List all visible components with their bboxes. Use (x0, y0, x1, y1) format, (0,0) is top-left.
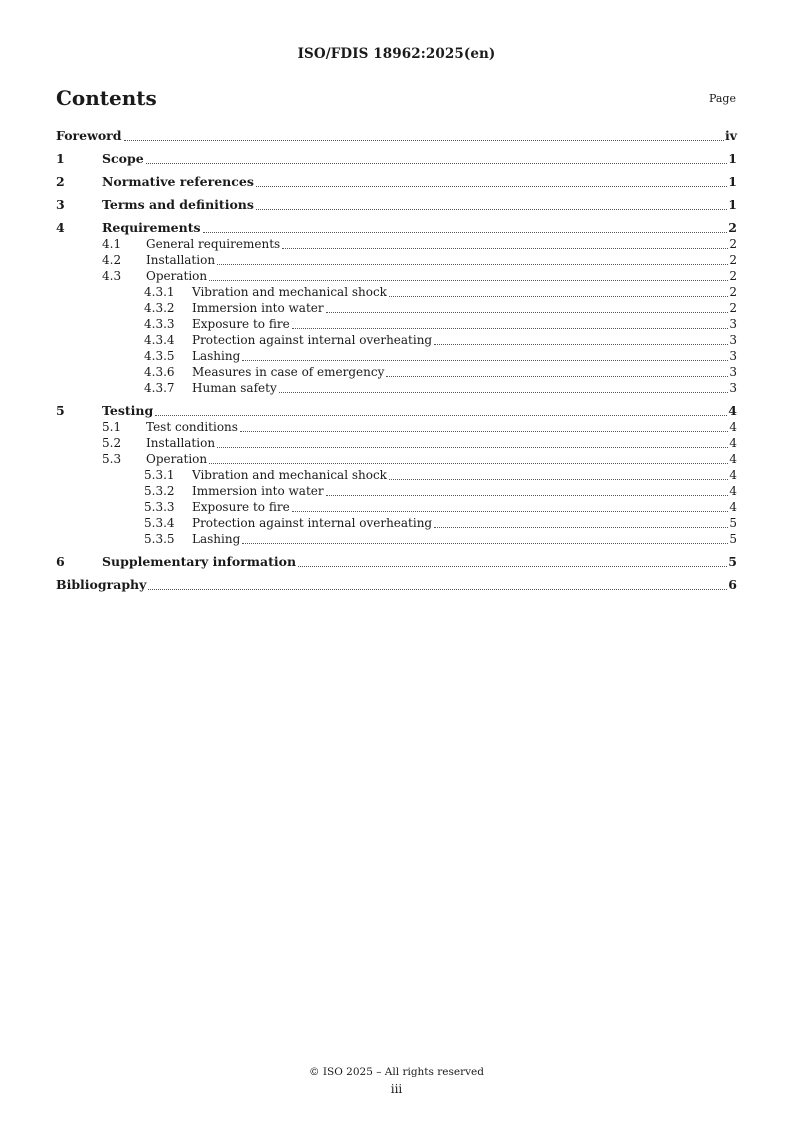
toc-entry-title: Test conditions (146, 420, 238, 434)
toc-entry-page: 1 (728, 197, 737, 212)
toc-entry-number: 6 (56, 554, 65, 569)
toc-entry-title: Installation (146, 436, 216, 450)
toc-entry-title: Terms and definitions (102, 197, 254, 212)
toc-entry[interactable] (56, 531, 737, 547)
toc-entry-number: 4.2 (102, 253, 122, 267)
toc-entry[interactable] (56, 515, 737, 531)
toc-entry-page: 5 (728, 554, 737, 569)
toc-entry-title: Operation (146, 452, 208, 466)
toc-entry-page: 1 (728, 174, 737, 189)
toc-dot-leader (155, 414, 727, 416)
toc-dot-leader (256, 185, 727, 187)
toc-dot-leader (256, 208, 727, 210)
toc-entry-page: 6 (728, 577, 737, 592)
toc-dot-leader (389, 478, 728, 480)
toc-entry-title: Measures in case of emergency (192, 365, 385, 379)
toc-entry-number: 5.3.2 (144, 484, 175, 498)
toc-entry-page: 2 (729, 269, 737, 283)
toc-entry[interactable] (56, 197, 737, 213)
toc-entry[interactable] (56, 499, 737, 515)
toc-entry-title: Immersion into water (192, 484, 324, 498)
toc-entry[interactable] (56, 252, 737, 268)
toc-entry[interactable] (56, 236, 737, 252)
toc-entry-title: Bibliography (56, 577, 147, 592)
toc-dot-leader (434, 526, 728, 528)
toc-dot-leader (326, 311, 729, 313)
toc-entry-page: iv (724, 128, 737, 143)
toc-entry-title: General requirements (146, 237, 281, 251)
toc-entry[interactable] (56, 554, 737, 570)
toc-entry-page: 2 (729, 301, 737, 315)
toc-entry[interactable] (56, 300, 737, 316)
toc-entry[interactable] (56, 220, 737, 236)
toc-dot-leader (209, 279, 728, 281)
toc-entry[interactable] (56, 419, 737, 435)
toc-entry-title: Lashing (192, 532, 241, 546)
toc-entry-title: Foreword (56, 128, 122, 143)
toc-entry-number: 4.3.7 (144, 381, 175, 395)
toc-entry-title: Exposure to fire (192, 500, 290, 514)
toc-entry[interactable] (56, 403, 737, 419)
table-of-contents (56, 128, 737, 593)
toc-entry-title: Installation (146, 253, 216, 267)
toc-entry-title: Normative references (102, 174, 254, 189)
toc-dot-leader (240, 430, 728, 432)
toc-entry-number: 5.3.3 (144, 500, 175, 514)
toc-dot-leader (242, 359, 728, 361)
toc-entry-page: 4 (729, 452, 737, 466)
toc-entry-number: 5 (56, 403, 65, 418)
toc-entry-page: 3 (729, 333, 737, 347)
toc-entry-page: 3 (729, 349, 737, 363)
toc-entry[interactable] (56, 128, 737, 144)
toc-entry-page: 4 (729, 468, 737, 482)
toc-entry[interactable] (56, 467, 737, 483)
toc-dot-leader (282, 247, 728, 249)
toc-entry-number: 5.3.1 (144, 468, 175, 482)
toc-entry-title: Testing (102, 403, 154, 418)
toc-dot-leader (389, 295, 728, 297)
toc-entry-page: 4 (729, 420, 737, 434)
toc-entry-number: 5.3.5 (144, 532, 175, 546)
toc-entry[interactable] (56, 316, 737, 332)
toc-entry-number: 4.3.3 (144, 317, 175, 331)
contents-title: Contents (56, 86, 157, 110)
toc-dot-leader (217, 446, 728, 448)
toc-dot-leader (209, 462, 728, 464)
footer-page-number: iii (390, 1082, 403, 1096)
page-column-label: Page (708, 92, 736, 105)
toc-entry-number: 5.2 (102, 436, 122, 450)
toc-entry[interactable] (56, 364, 737, 380)
toc-entry[interactable] (56, 151, 737, 167)
toc-entry-page: 5 (729, 532, 737, 546)
toc-entry-number: 4.3.2 (144, 301, 175, 315)
toc-entry[interactable] (56, 284, 737, 300)
toc-entry-page: 3 (729, 381, 737, 395)
toc-entry[interactable] (56, 483, 737, 499)
toc-entry-number: 5.3 (102, 452, 122, 466)
toc-entry-page: 5 (729, 516, 737, 530)
toc-entry-title: Vibration and mechanical shock (192, 285, 387, 299)
toc-entry-page: 4 (729, 484, 737, 498)
toc-dot-leader (148, 588, 727, 590)
toc-entry-page: 2 (729, 285, 737, 299)
toc-entry[interactable] (56, 268, 737, 284)
toc-entry-title: Human safety (192, 381, 277, 395)
toc-entry-title: Requirements (102, 220, 201, 235)
toc-entry-title: Supplementary information (102, 554, 297, 569)
toc-dot-leader (298, 565, 727, 567)
toc-entry-title: Operation (146, 269, 208, 283)
toc-entry-number: 3 (56, 197, 65, 212)
document-id: ISO/FDIS 18962:2025(en) (297, 46, 496, 62)
toc-entry-page: 2 (728, 220, 737, 235)
toc-entry-page: 4 (728, 403, 737, 418)
toc-dot-leader (146, 162, 728, 164)
toc-entry[interactable] (56, 332, 737, 348)
toc-entry-number: 4.3.6 (144, 365, 175, 379)
toc-entry-number: 4.3.1 (144, 285, 175, 299)
toc-entry-number: 4 (56, 220, 65, 235)
toc-entry-page: 4 (729, 436, 737, 450)
toc-dot-leader (242, 542, 728, 544)
toc-entry-number: 2 (56, 174, 65, 189)
toc-dot-leader (326, 494, 729, 496)
toc-dot-leader (124, 139, 724, 141)
toc-entry-page: 3 (729, 317, 737, 331)
toc-entry[interactable] (56, 174, 737, 190)
toc-entry-title: Scope (102, 151, 144, 166)
toc-entry[interactable] (56, 577, 737, 593)
toc-dot-leader (279, 391, 729, 393)
toc-dot-leader (434, 343, 728, 345)
toc-entry-title: Exposure to fire (192, 317, 290, 331)
toc-entry-page: 1 (728, 151, 737, 166)
toc-dot-leader (217, 263, 728, 265)
toc-entry-page: 4 (729, 500, 737, 514)
toc-entry-number: 4.1 (102, 237, 122, 251)
toc-entry-page: 2 (729, 253, 737, 267)
toc-entry-number: 5.1 (102, 420, 122, 434)
toc-entry-title: Vibration and mechanical shock (192, 468, 387, 482)
toc-entry-title: Protection against internal overheating (192, 333, 433, 347)
toc-entry[interactable] (56, 380, 737, 396)
toc-entry-number: 5.3.4 (144, 516, 175, 530)
toc-entry-page: 2 (729, 237, 737, 251)
toc-entry-page: 3 (729, 365, 737, 379)
footer-copyright: © ISO 2025 – All rights reserved (309, 1066, 484, 1078)
toc-dot-leader (386, 375, 728, 377)
toc-entry-title: Lashing (192, 349, 241, 363)
toc-entry-number: 4.3 (102, 269, 122, 283)
toc-entry-number: 4.3.5 (144, 349, 175, 363)
toc-dot-leader (292, 327, 729, 329)
toc-dot-leader (292, 510, 729, 512)
toc-entry[interactable] (56, 435, 737, 451)
toc-entry-number: 1 (56, 151, 65, 166)
toc-entry[interactable] (56, 348, 737, 364)
toc-entry-title: Immersion into water (192, 301, 324, 315)
toc-entry-title: Protection against internal overheating (192, 516, 433, 530)
toc-entry[interactable] (56, 451, 737, 467)
toc-entry-number: 4.3.4 (144, 333, 175, 347)
toc-dot-leader (203, 231, 728, 233)
